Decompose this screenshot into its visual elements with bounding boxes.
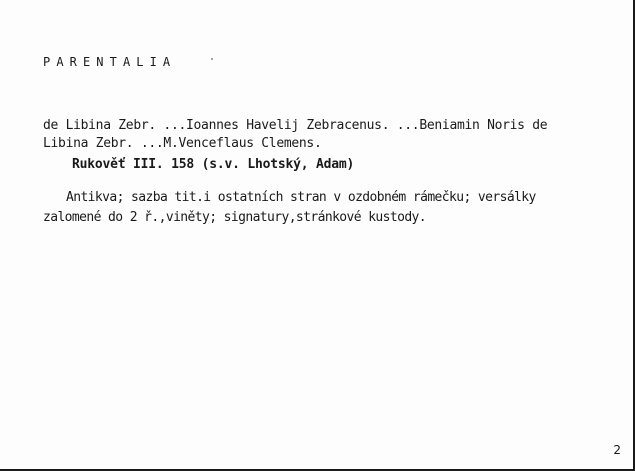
paper-speck xyxy=(211,58,213,60)
reference-line: Rukověť III. 158 (s.v. Lhotský, Adam) xyxy=(72,157,355,172)
page-number: 2 xyxy=(613,443,621,457)
imprint-line-2: Libina Zebr. ...M.Venceflaus Clemens. xyxy=(43,136,322,151)
imprint-line-1: de Libina Zebr. ...Ioannes Havelij Zebracenus. ...Beniamin Noris de xyxy=(43,118,548,133)
description-line-2: zalomené do 2 ř.,viněty; signatury,stránkové kustody. xyxy=(43,210,427,225)
card-title: PARENTALIA xyxy=(43,55,177,69)
description-line-1: Antikva; sazba tit.i ostatních stran v ozdobném rámečku; versálky xyxy=(66,190,536,205)
